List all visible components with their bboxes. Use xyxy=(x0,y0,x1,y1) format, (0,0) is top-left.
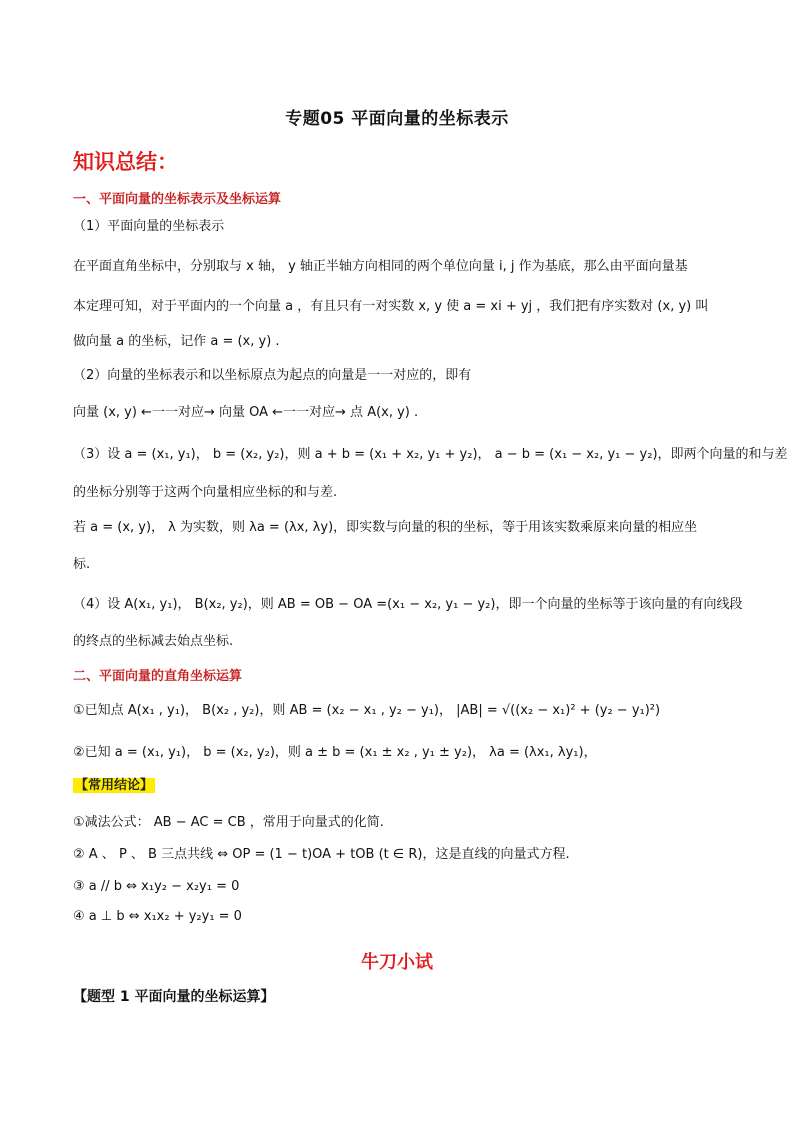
paragraph-1-line-3: 做向量 a 的坐标，记作 a = (x, y) . xyxy=(73,334,280,349)
question-type-1-heading: 【题型 1 平面向量的坐标运算】 xyxy=(73,989,275,1005)
paragraph-3-line-2: 的坐标分别等于这两个向量相应坐标的和与差. xyxy=(73,485,338,500)
conclusion-3: ③ a // b ⇔ x₁y₂ − x₂y₁ = 0 xyxy=(73,879,240,894)
paragraph-3-line-4: 标. xyxy=(73,557,91,572)
section-2-line-1: ①已知点 A(x₁ , y₁)， B(x₂ , y₂)，则 AB = (x₂ − x₁ , y₂ − y₁)， |AB| = √((x₂ − x₁)² + (y₂ − y₁)²) xyxy=(73,703,661,718)
conclusion-tag-row xyxy=(73,777,734,795)
paragraph-2-label: （2）向量的坐标表示和以坐标原点为起点的向量是一一对应的，即有 xyxy=(73,368,472,383)
paragraph-4-line-2: 的终点的坐标减去始点坐标. xyxy=(73,634,234,649)
knowledge-summary-heading: 知识总结： xyxy=(73,150,178,174)
conclusion-2: ② A 、 P 、 B 三点共线 ⇔ OP = (1 − t)OA + tOB (t ∈ R)，这是直线的向量式方程. xyxy=(73,847,570,862)
page-title: 专题05 平面向量的坐标表示 xyxy=(285,109,509,129)
section-heading-1: 一、平面向量的坐标表示及坐标运算 xyxy=(73,192,282,207)
section-2-line-2: ②已知 a = (x₁, y₁)， b = (x₂, y₂)，则 a ± b = (x₁ ± x₂ , y₁ ± y₂)， λa = (λx₁, λy₁)， xyxy=(73,745,597,760)
conclusion-tag: 【常用结论】 xyxy=(75,778,154,793)
paragraph-1-line-2: 本定理可知，对于平面内的一个向量 a ，有且只有一对实数 x, y 使 a = xi + yj ，我们把有序实数对 (x, y) 叫 xyxy=(73,299,709,314)
paragraph-3-line-1: （3）设 a = (x₁, y₁)， b = (x₂, y₂)，则 a + b = (x₁ + x₂, y₁ + y₂)， a − b = (x₁ − x₂, y₁ − y₂)，即两个向量的和与差 xyxy=(73,447,788,462)
practice-heading: 牛刀小试 xyxy=(361,952,433,973)
section-heading-2: 二、平面向量的直角坐标运算 xyxy=(73,669,243,684)
paragraph-1-label: （1）平面向量的坐标表示 xyxy=(73,219,225,234)
paragraph-4-line-1: （4）设 A(x₁, y₁)， B(x₂, y₂)，则 AB = OB − OA =(x₁ − x₂, y₁ − y₂)，即一个向量的坐标等于该向量的有向线段 xyxy=(73,597,743,612)
paragraph-1-line-1: 在平面直角坐标中，分别取与 x 轴， y 轴正半轴方向相同的两个单位向量 i, j 作为基底，那么由平面向量基 xyxy=(73,259,688,274)
paragraph-3-line-3: 若 a = (x, y)， λ 为实数，则 λa = (λx, λy)，即实数与向量的积的坐标，等于用该实数乘原来向量的相应坐 xyxy=(73,520,698,535)
conclusion-1: ①减法公式： AB − AC = CB ，常用于向量式的化简. xyxy=(73,815,384,830)
paragraph-2-line: 向量 (x, y) ←一一对应→ 向量 OA ←一一对应→ 点 A(x, y) . xyxy=(73,405,419,420)
conclusion-4: ④ a ⊥ b ⇔ x₁x₂ + y₂y₁ = 0 xyxy=(73,909,242,924)
